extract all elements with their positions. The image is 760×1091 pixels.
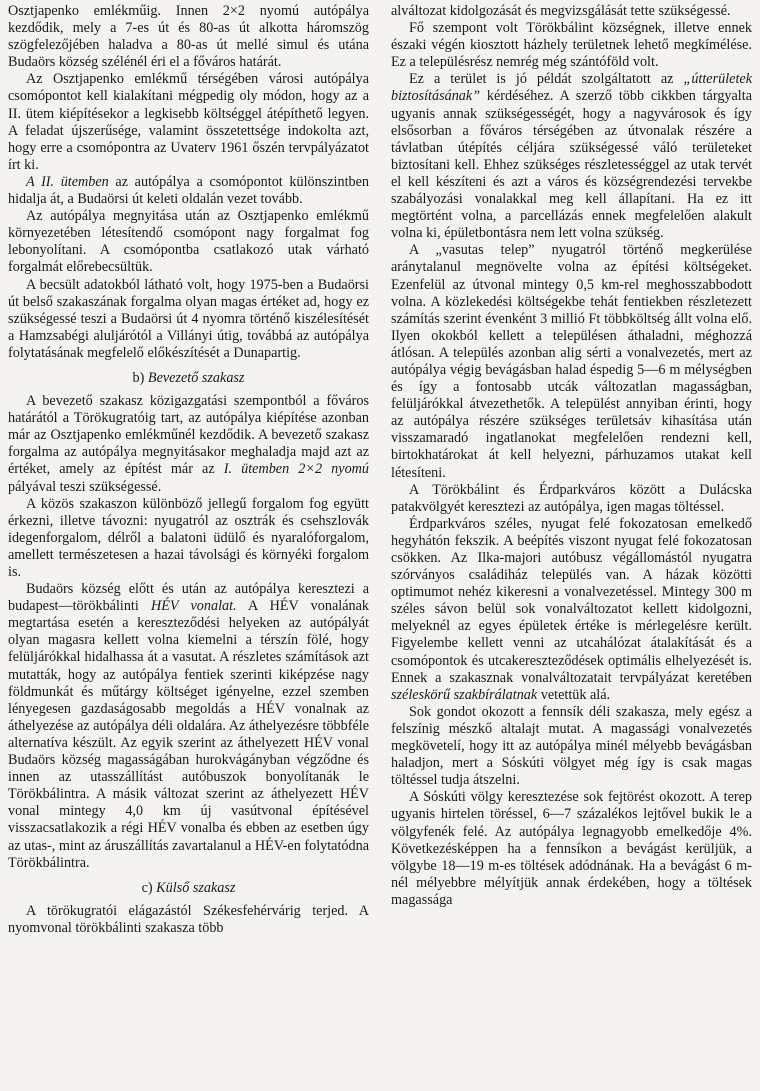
paragraph: A törökugratói elágazástól Székesfehérvárig terjed. A nyomvonal törökbálinti szakasza több	[8, 902, 369, 936]
paragraph	[8, 174, 369, 208]
paragraph: A becsült adatokból látható volt, hogy 1975-ben a Budaörsi út belső szakaszának forgalma olyan magas értéket ad, hogy ez szükségessé teszi a Budaörsi út 4 nyomra történő kiszélesítését a Hamzsabégi aluljárótól a Villányi útig, továbbá az autópálya folytatásának megfelelő előkészítését a Dunapartig.	[8, 276, 369, 361]
paragraph	[391, 71, 752, 242]
section-heading-title: Bevezető szakasz	[147, 369, 245, 386]
paragraph: Az Osztjapenko emlékmű térségében városi autópálya csomópontot kell kialakítani mégpedig oly módon, hogy az a II. ütem kiépítésekor a legkisebb költséggel átépíthető legyen. A feladat újszerűsége, valamint összetettsége indokolta azt, hogy erre a csomópontra az Uvaterv 1961 őszén tervpályázatot írt ki.	[8, 71, 369, 173]
paragraph: A Sóskúti völgy keresztezése sok fejtörést okozott. A terep ugyanis hirtelen töréssel, 6—7 százalékos lejtővel bukik le a völgyfenék felé. Az autópálya legnagyobb emelkedője 4%. Következésképpen ha a fennsíkon a bevágást kerüljük, a völgybe 18—19 m-es töltések adódnának. Ha a bevágást 6 m-nél mélyebbre mélyítjük annak érdekében, hogy a töltések magassága	[391, 789, 752, 908]
paragraph: A Törökbálint és Érdparkváros között a Dulácska patakvölgyét keresztezi az autópálya, igen magas töltéssel.	[391, 481, 752, 515]
section-heading-title: Külső szakasz	[156, 879, 236, 896]
italic-phrase: I. ütemben 2×2 nyomú	[223, 461, 369, 478]
paragraph: alváltozat kidolgozását és megvizsgálását tette szükségessé.	[391, 3, 731, 19]
paragraph: A „vasutas telep” nyugatról történő megkerülése aránytalanul megnövelte volna az építési költségeket. Ezenfelül az útvonal mintegy 0,5 km-rel meghosszabbodott volna. A közlekedési költségekbe tehát fentiekben részletezett számítás szerint évenként 3 millió Ft többköltség állt volna elő. Ilyen okokból kellett a településen áthaladni, méghozzá átlósan. A település azonban alig sérti a vonalvezetés, mert az autópálya végig bevágásban halad éspedig 5—6 m mélységben és így a fontosabb utcák változatlan magasságban, felüljárókkal átvezethetők. A települést annyiban érinti, hogy az autópálya részére szükséges területsáv kihasítása után visszamaradó ingatlanokat megfelelően rendezni kell, birtokhatárokat át kell helyezni, párhuzamos utakat kell létesíteni.	[391, 242, 752, 481]
italic-phrase: HÉV vonalat.	[151, 598, 237, 615]
paragraph-text: A HÉV vonalának megtartása esetén a kereszteződési helyeken az autópályát olyan magasra kellett volna kiemelni a térszín fölé, hogy felüljárókkal hidalhassa át a vasutat. A részletes számítások azt mutatták, hogy az autópálya fentiek szerinti kiképzése nagy földmunkát és műtárgy költséget igényelne, ezzel szemben lényegesen gazdaságosabb megoldás a HÉV vonalnak az áthelyezése az autópálya déli oldalára. Az áthelyezésre többféle alternatíva készült. Az egyik szerint az áthelyezett HÉV vonal Budaörs község magasságában hurokvágányban végződne és innen az utasszállítást autóbuszok bonyolítanák le Törökbálintra. A másik változat szerint az áthelyezett HÉV vonal mintegy 4,0 km új vasútvonal építésével visszacsatlakozik a régi HÉV vonalba és ebben az esetben úgy az utas-, mint az áruszállítás zavartalanul a HÉV-en folytatódna Törökbálintra.	[8, 598, 369, 871]
paragraph-text: Budaörs község előtt és után az autópálya keresztezi a budapest—törökbálinti	[8, 581, 369, 615]
paragraph-text: vetettük alá.	[537, 686, 611, 703]
section-heading-c	[8, 880, 369, 897]
section-heading-b	[8, 370, 369, 387]
italic-phrase: A II. ütemben	[26, 173, 109, 190]
section-heading-prefix: c)	[141, 879, 157, 896]
paragraph: Fő szempont volt Törökbálint községnek, illetve ennek északi végén kiosztott házhely területnek lehető megkímélése. Ez a településrész nemrég még szántóföld volt.	[391, 20, 752, 71]
paragraph-text: pályával teszi szükségessé.	[8, 478, 162, 495]
right-column	[391, 3, 752, 1091]
paragraph-text: kérdéséhez. A szerző több cikkben tárgyalta ugyanis annak szükségességét, hogy a nagyvárosok és így elsősorban a főváros térségében az útvonalak részére a távlatban útépítés céljára szükségessé váló területeket biztosítani kell. Ehhez szükséges részletességgel az utak tervét el kell készíteni és azt a város és községrendezési tervekbe szabályozási vonalakkal meg kell állapítani. Ha ez itt megtörtént volna, a parcellázás ennek megfelelően alakult volna ki, épületbontásra nem lett volna szükség.	[391, 88, 752, 242]
left-column	[8, 3, 369, 1091]
paragraph	[8, 581, 369, 872]
paragraph	[8, 393, 369, 496]
paragraph-text: A bevezető szakasz közigazgatási szempontból a főváros határától a Törökugratóig tart, az autópálya kiépítése azonban már az Osztjapenko emlékműnél kezdődik. A bevezető szakasz forgalma az autópálya megnyitásakor meghaladja majd azt az értéket, amely az építést már az	[8, 393, 369, 478]
paragraph-text: Érdparkváros széles, nyugat felé fokozatosan emelkedő hegyhátón fekszik. A beépítés viszont nyugat felé fokozatosan csökken. Az Ilka-majori autóbusz végállomástól nyugatra szórványos családiház település van. A házak közötti optimumot nehéz kikeresni a vonalvezetéssel. Mintegy 300 m széles sávon belül sok vonalváltozatot kellett kidolgozni, melyeknél az egyes épületek értéke is mérlegelésre került. Figyelembe kellett venni az utcahálózat átalakítását és a csomópontok és utcakereszteződések optimális elhelyezését is. Ennek a szakasznak vonalváltozatait tervpályázat keretében	[391, 515, 752, 686]
paragraph-text: az autópálya a csomópontot különszintben hidalja át, a Budaörsi út keleti oldalán vezet tovább.	[8, 173, 369, 208]
paragraph-text: Ez a terület is jó példát szolgáltatott az	[409, 71, 684, 88]
paragraph: A közös szakaszon különböző jellegű forgalom fog együtt érkezni, illetve távozni: nyugatról az osztrák és csehszlovák idegenforgalom, délről a balatoni üdülő és nyaralóforgalom, amellett természetesen a hazai távolsági és környéki forgalom is.	[8, 495, 369, 580]
paragraph: Az autópálya megnyitása után az Osztjapenko emlékmű környezetében létesítendő csomópont nagy forgalmat fog lebonyolítani. A csomópontba csatlakozó utak várható forgalmát előrebecsültük.	[8, 208, 369, 276]
italic-phrase: „útterületek biztosításának”	[391, 71, 752, 105]
paragraph: Osztjapenko emlékműig. Innen 2×2 nyomú autópálya kezdődik, mely a 7-es út és 80-as út alkotta háromszög szögfelezőjében haladva a 80-as út mellé simul és utána Budaörs község szélénél éri el a főváros határát.	[8, 3, 369, 71]
section-heading-prefix: b)	[132, 369, 148, 386]
paragraph: Sok gondot okozott a fennsík déli szakasza, mely egész a felszínig mészkő altalajt mutat. A magassági vonalvezetés megkövetelí, hogy itt az autópálya minél mélyebb bevágásban haladjon, mert a Sóskúti völgyet még így is csak magas töltéssel tudja átszelni.	[391, 703, 752, 789]
italic-phrase: széleskörű szakbírálatnak	[391, 686, 538, 703]
paragraph	[391, 516, 752, 704]
